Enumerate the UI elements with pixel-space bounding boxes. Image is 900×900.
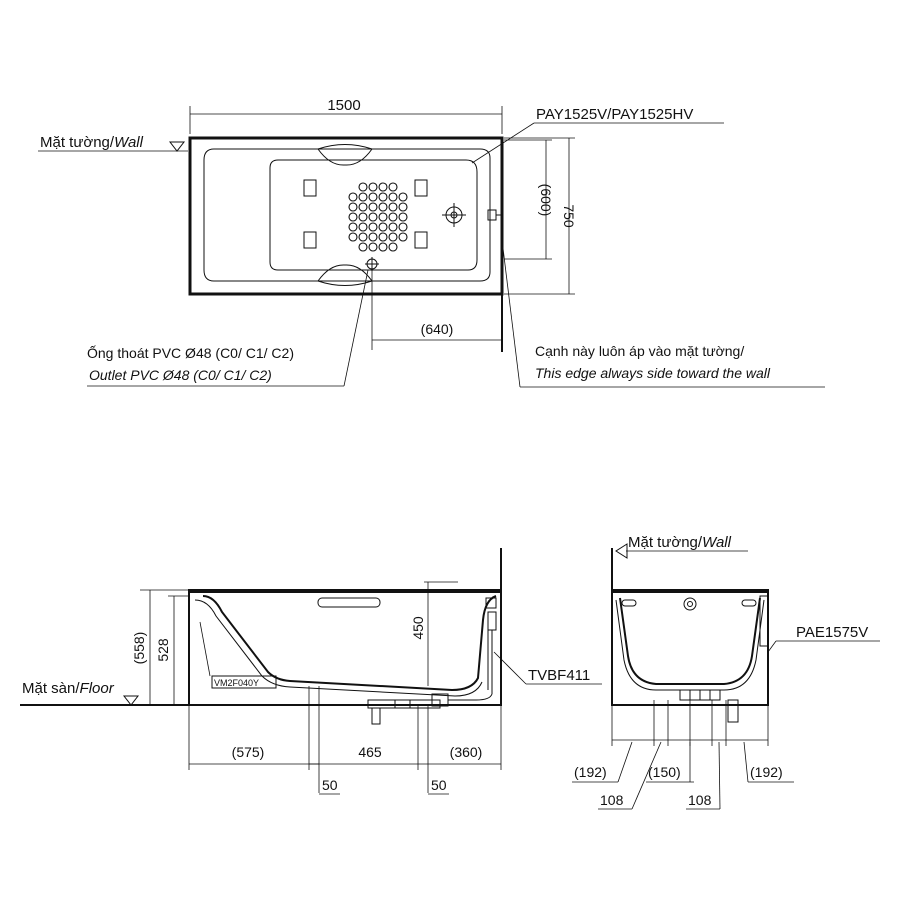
anti-slip-dot bbox=[389, 193, 397, 201]
anti-slip-dot bbox=[399, 203, 407, 211]
top-wall-label: Mặt tường/Wall bbox=[40, 134, 143, 151]
dim-end-bottom-left: 108 bbox=[600, 792, 624, 808]
side-view bbox=[20, 548, 602, 794]
anti-slip-dot bbox=[359, 193, 367, 201]
anti-slip-dot bbox=[349, 203, 357, 211]
anti-slip-dot bbox=[369, 243, 377, 251]
top-view bbox=[38, 97, 825, 387]
anti-slip-dot bbox=[379, 203, 387, 211]
valve-icon bbox=[488, 210, 496, 220]
grip-top-icon bbox=[318, 145, 372, 166]
anti-slip-dot bbox=[379, 213, 387, 221]
tub-end-body bbox=[612, 590, 768, 705]
anti-slip-dot bbox=[379, 183, 387, 191]
dim-middle: 465 bbox=[358, 744, 382, 760]
anti-slip-dot bbox=[359, 243, 367, 251]
overflow-end-icon bbox=[684, 598, 696, 610]
end-wall-label: Mặt tường/Wall bbox=[628, 534, 731, 551]
anti-slip-dot bbox=[369, 213, 377, 221]
dim-height: 528 bbox=[155, 638, 171, 662]
anti-slip-dot bbox=[359, 183, 367, 191]
dim-width: 750 bbox=[561, 204, 577, 228]
anti-slip-dot bbox=[389, 183, 397, 191]
anti-slip-dot bbox=[369, 183, 377, 191]
dim-length: 1500 bbox=[327, 97, 361, 114]
dim-depth: 450 bbox=[410, 616, 426, 640]
dim-end-bottom-right: 108 bbox=[688, 792, 712, 808]
anti-slip-dot bbox=[359, 203, 367, 211]
outlet-label-vi: Ống thoát PVC Ø48 (C0/ C1/ C2) bbox=[87, 345, 294, 361]
tub-outline-top bbox=[190, 138, 502, 294]
model-label: PAY1525V/PAY1525HV bbox=[536, 106, 694, 123]
edge-label-en: This edge always side toward the wall bbox=[535, 365, 771, 381]
anti-slip-dots bbox=[349, 183, 407, 251]
dim-end-right: (192) bbox=[750, 764, 783, 780]
anti-slip-dot bbox=[379, 233, 387, 241]
dim-end-left: (192) bbox=[574, 764, 607, 780]
anti-slip-dot bbox=[359, 223, 367, 231]
anti-slip-dot bbox=[399, 223, 407, 231]
anti-slip-dot bbox=[369, 193, 377, 201]
anti-slip-dot bbox=[399, 193, 407, 201]
anti-slip-dot bbox=[389, 243, 397, 251]
headrest-pad bbox=[304, 232, 316, 248]
dim-outlet-distance: (640) bbox=[420, 321, 454, 337]
wall-symbol-icon bbox=[616, 544, 627, 558]
anti-slip-dot bbox=[369, 223, 377, 231]
anti-slip-dot bbox=[389, 223, 397, 231]
grip-end-icon bbox=[622, 600, 636, 606]
grip-end-icon bbox=[742, 600, 756, 606]
grip-bottom-icon bbox=[318, 265, 372, 286]
anti-slip-dot bbox=[389, 203, 397, 211]
edge-label-vi: Cạnh này luôn áp vào mặt tường/ bbox=[535, 343, 745, 359]
dim-end-middle: (150) bbox=[648, 764, 681, 780]
anti-slip-dot bbox=[359, 213, 367, 221]
dim-right: (360) bbox=[449, 744, 483, 760]
anti-slip-pad bbox=[415, 232, 427, 248]
dim-total-height: (558) bbox=[131, 631, 147, 665]
anti-slip-dot bbox=[379, 193, 387, 201]
anti-slip-dot bbox=[379, 243, 387, 251]
anti-slip-dot bbox=[379, 223, 387, 231]
dim-left: (575) bbox=[231, 744, 265, 760]
dim-inner-width: (600) bbox=[538, 183, 554, 217]
outlet-label-en: Outlet PVC Ø48 (C0/ C1/ C2) bbox=[89, 367, 272, 383]
tub-end-basin bbox=[620, 598, 760, 684]
anti-slip-dot bbox=[389, 233, 397, 241]
anti-slip-dot bbox=[349, 193, 357, 201]
anti-slip-dot bbox=[349, 213, 357, 221]
anti-slip-dot bbox=[369, 233, 377, 241]
anti-slip-dot bbox=[349, 233, 357, 241]
floor-symbol-icon bbox=[124, 696, 138, 705]
headrest-pad bbox=[304, 180, 316, 196]
wall-symbol-icon bbox=[170, 142, 184, 151]
anti-slip-dot bbox=[389, 213, 397, 221]
end-view bbox=[572, 534, 880, 809]
drain-label: VM2F040Y bbox=[214, 678, 260, 688]
dim-small-right: 50 bbox=[431, 777, 447, 793]
anti-slip-dot bbox=[369, 203, 377, 211]
anti-slip-dot bbox=[349, 223, 357, 231]
anti-slip-pad bbox=[415, 180, 427, 196]
dim-small-left: 50 bbox=[322, 777, 338, 793]
anti-slip-dot bbox=[399, 213, 407, 221]
anti-slip-dot bbox=[359, 233, 367, 241]
panel-label: PAE1575V bbox=[796, 624, 869, 641]
grip-side-icon bbox=[318, 598, 380, 607]
anti-slip-dot bbox=[399, 233, 407, 241]
floor-label: Mặt sàn/Floor bbox=[22, 680, 114, 697]
fitting-label: TVBF411 bbox=[528, 667, 591, 684]
